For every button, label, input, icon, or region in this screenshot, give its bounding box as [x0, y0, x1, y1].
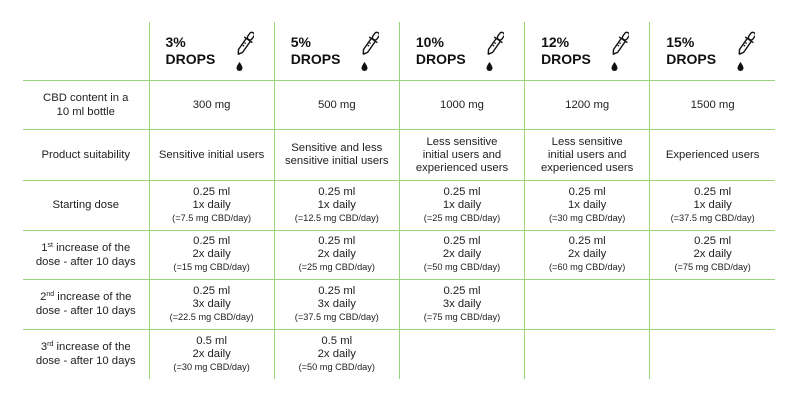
table-cell: Less sensitive initial users and experienced users: [525, 130, 650, 181]
column-header-percent: 5%: [290, 34, 311, 50]
table-cell: Sensitive and less sensitive initial users: [274, 130, 399, 181]
dropper-icon: [234, 28, 254, 72]
table-cell-empty: [525, 329, 650, 379]
column-header-3pct: [149, 22, 274, 81]
table-cell: 0.25 ml 2x daily (=50 mg CBD/day): [399, 230, 524, 280]
dropper-icon: [484, 28, 504, 72]
row-label: 2nd increase of the dose - after 10 days: [23, 280, 149, 330]
table-cell: 0.25 ml 3x daily (=37.5 mg CBD/day): [274, 280, 399, 330]
table-cell: Less sensitive initial users and experienced users: [399, 130, 524, 181]
table-cell: 0.25 ml 1x daily (=12.5 mg CBD/day): [274, 181, 399, 231]
column-header-unit: DROPS: [290, 51, 341, 67]
table-cell-empty: [525, 280, 650, 330]
column-header-unit: DROPS: [541, 51, 591, 67]
row-label: 1st increase of the dose - after 10 days: [23, 230, 149, 280]
column-header-5pct: [274, 22, 399, 81]
table-row: [23, 329, 775, 379]
column-header-12pct: [525, 22, 650, 81]
column-header-percent: 3%: [165, 34, 186, 50]
table-cell: 0.25 ml 2x daily (=25 mg CBD/day): [274, 230, 399, 280]
column-header-10pct: [399, 22, 524, 81]
row-label: 3rd increase of the dose - after 10 days: [35, 341, 136, 367]
table-row: [23, 130, 775, 181]
table-cell: Sensitive initial users: [149, 130, 274, 181]
row-label: Starting dose: [23, 181, 149, 231]
table-cell-empty: [650, 280, 775, 330]
table-cell: 0.5 ml 2x daily (=50 mg CBD/day): [274, 329, 399, 379]
column-header-percent: 15%: [666, 34, 695, 50]
table-row: [23, 81, 775, 130]
cbd-dosage-table: [23, 22, 775, 379]
dropper-icon: [359, 28, 379, 72]
column-header-unit: DROPS: [165, 51, 216, 67]
table-cell-empty: [399, 329, 524, 379]
column-header-15pct: [650, 22, 775, 81]
table-cell: 0.25 ml 3x daily (=22.5 mg CBD/day): [149, 280, 274, 330]
table-cell: 0.5 ml 2x daily (=30 mg CBD/day): [149, 329, 274, 379]
table-cell: 0.25 ml 1x daily (=25 mg CBD/day): [399, 181, 524, 231]
table-cell: 1500 mg: [650, 81, 775, 130]
row-label: Product suitability: [23, 130, 149, 181]
table-cell: 1000 mg: [399, 81, 524, 130]
table-cell: 300 mg: [149, 81, 274, 130]
table-cell: 0.25 ml 1x daily (=7.5 mg CBD/day): [149, 181, 274, 231]
column-header-unit: DROPS: [415, 51, 466, 67]
column-header-percent: 12%: [541, 34, 570, 50]
table-cell: 0.25 ml 2x daily (=60 mg CBD/day): [525, 230, 650, 280]
table-cell-empty: [650, 329, 775, 379]
table-cell: Experienced users: [650, 130, 775, 181]
table-cell: 0.25 ml 1x daily (=37.5 mg CBD/day): [650, 181, 775, 231]
header-row: [23, 22, 775, 81]
table-cell: 0.25 ml 2x daily (=15 mg CBD/day): [149, 230, 274, 280]
column-header-unit: DROPS: [666, 51, 717, 67]
dropper-icon: [735, 28, 755, 72]
row-label: CBD content in a 10 ml bottle: [23, 81, 149, 130]
table-cell: 500 mg: [274, 81, 399, 130]
dropper-icon: [609, 28, 629, 72]
table-cell: 0.25 ml 3x daily (=75 mg CBD/day): [399, 280, 524, 330]
column-header-percent: 10%: [415, 34, 444, 50]
table-row: [23, 280, 775, 330]
table-row: [23, 230, 775, 280]
table-cell: 0.25 ml 2x daily (=75 mg CBD/day): [650, 230, 775, 280]
table-cell: 0.25 ml 1x daily (=30 mg CBD/day): [525, 181, 650, 231]
table-row: [23, 181, 775, 231]
header-corner: [23, 22, 149, 81]
table-cell: 1200 mg: [525, 81, 650, 130]
